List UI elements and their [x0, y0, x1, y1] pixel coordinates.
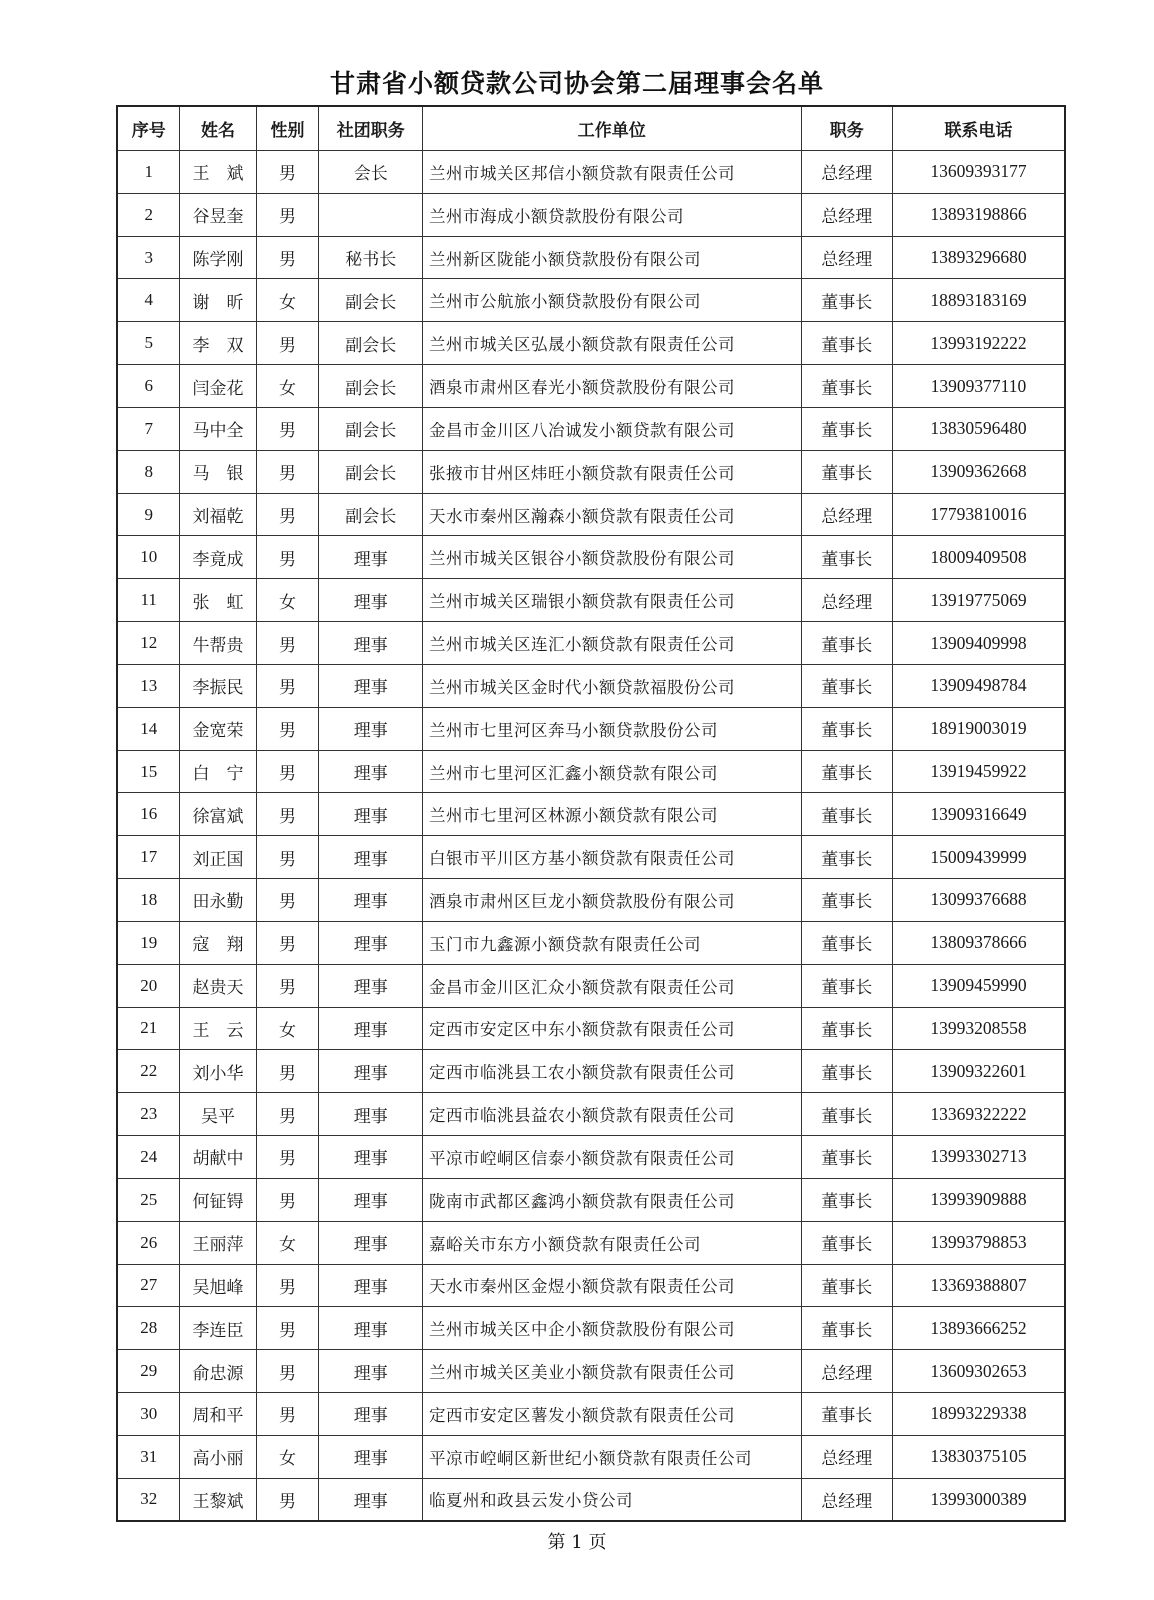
- table-row: [117, 579, 1065, 622]
- cell-name: 马中全: [180, 407, 256, 450]
- cell-gender: 男: [256, 1264, 319, 1307]
- cell-gender: 女: [256, 279, 319, 322]
- cell-position: 董事长: [801, 622, 892, 665]
- cell-society-role: 副会长: [319, 322, 423, 365]
- page-title: 甘肃省小额贷款公司协会第二届理事会名单: [329, 69, 824, 98]
- cell-society-role: 副会长: [319, 365, 423, 408]
- cell-gender: 男: [256, 664, 319, 707]
- cell-position: 董事长: [801, 450, 892, 493]
- cell-no: 29: [117, 1350, 180, 1393]
- cell-work-unit: 金昌市金川区八冶诚发小额贷款有限公司: [422, 407, 801, 450]
- cell-name: 赵贵天: [180, 964, 256, 1007]
- cell-society-role: 理事: [319, 622, 423, 665]
- table-row: [117, 836, 1065, 879]
- cell-gender: 女: [256, 1435, 319, 1478]
- cell-position: 董事长: [801, 750, 892, 793]
- cell-phone: 13369388807: [892, 1264, 1065, 1307]
- cell-no: 27: [117, 1264, 180, 1307]
- cell-phone: 13830596480: [892, 407, 1065, 450]
- cell-society-role: 理事: [319, 750, 423, 793]
- cell-phone: 13919459922: [892, 750, 1065, 793]
- cell-position: 总经理: [801, 1350, 892, 1393]
- cell-phone: 13609302653: [892, 1350, 1065, 1393]
- cell-phone: 13993192222: [892, 322, 1065, 365]
- cell-position: 董事长: [801, 322, 892, 365]
- cell-work-unit: 平凉市崆峒区新世纪小额贷款有限责任公司: [422, 1435, 801, 1478]
- cell-no: 19: [117, 921, 180, 964]
- cell-phone: 13830375105: [892, 1435, 1065, 1478]
- cell-no: 12: [117, 622, 180, 665]
- cell-work-unit: 酒泉市肃州区巨龙小额贷款股份有限公司: [422, 879, 801, 922]
- cell-position: 董事长: [801, 793, 892, 836]
- cell-no: 15: [117, 750, 180, 793]
- cell-work-unit: 天水市秦州区金煜小额贷款有限责任公司: [422, 1264, 801, 1307]
- cell-work-unit: 玉门市九鑫源小额贷款有限责任公司: [422, 921, 801, 964]
- cell-no: 17: [117, 836, 180, 879]
- cell-society-role: 理事: [319, 1350, 423, 1393]
- cell-name: 高小丽: [180, 1435, 256, 1478]
- cell-position: 董事长: [801, 536, 892, 579]
- cell-gender: 男: [256, 407, 319, 450]
- cell-gender: 女: [256, 579, 319, 622]
- cell-no: 14: [117, 707, 180, 750]
- cell-gender: 男: [256, 151, 319, 194]
- cell-society-role: 理事: [319, 1393, 423, 1436]
- cell-position: 董事长: [801, 1307, 892, 1350]
- cell-gender: 男: [256, 1050, 319, 1093]
- cell-phone: 13909498784: [892, 664, 1065, 707]
- cell-no: 3: [117, 236, 180, 279]
- cell-society-role: 理事: [319, 879, 423, 922]
- cell-society-role: 副会长: [319, 450, 423, 493]
- cell-phone: 13909377110: [892, 365, 1065, 408]
- cell-gender: 男: [256, 536, 319, 579]
- cell-society-role: 副会长: [319, 279, 423, 322]
- cell-phone: 13909316649: [892, 793, 1065, 836]
- table-body: [117, 151, 1065, 1522]
- cell-position: 总经理: [801, 193, 892, 236]
- table-row: [117, 707, 1065, 750]
- cell-society-role: 理事: [319, 1093, 423, 1136]
- cell-position: 总经理: [801, 1478, 892, 1521]
- cell-position: 总经理: [801, 1435, 892, 1478]
- cell-work-unit: 兰州市七里河区林源小额贷款有限公司: [422, 793, 801, 836]
- cell-work-unit: 陇南市武都区鑫鸿小额贷款有限责任公司: [422, 1178, 801, 1221]
- cell-name: 王丽萍: [180, 1221, 256, 1264]
- cell-position: 总经理: [801, 493, 892, 536]
- cell-society-role: 理事: [319, 579, 423, 622]
- cell-gender: 男: [256, 236, 319, 279]
- table-row: [117, 750, 1065, 793]
- cell-no: 11: [117, 579, 180, 622]
- cell-gender: 女: [256, 365, 319, 408]
- cell-name: 牛帮贵: [180, 622, 256, 665]
- cell-no: 30: [117, 1393, 180, 1436]
- cell-position: 总经理: [801, 236, 892, 279]
- cell-gender: 男: [256, 1350, 319, 1393]
- cell-gender: 男: [256, 964, 319, 1007]
- cell-society-role: 理事: [319, 836, 423, 879]
- cell-phone: 13609393177: [892, 151, 1065, 194]
- cell-name: 白 宁: [180, 750, 256, 793]
- cell-name: 闫金花: [180, 365, 256, 408]
- cell-position: 董事长: [801, 365, 892, 408]
- cell-no: 6: [117, 365, 180, 408]
- cell-gender: 男: [256, 793, 319, 836]
- cell-no: 8: [117, 450, 180, 493]
- cell-name: 李振民: [180, 664, 256, 707]
- cell-no: 5: [117, 322, 180, 365]
- cell-name: 俞忠源: [180, 1350, 256, 1393]
- cell-phone: 13369322222: [892, 1093, 1065, 1136]
- table-row: [117, 879, 1065, 922]
- cell-phone: 15009439999: [892, 836, 1065, 879]
- cell-gender: 男: [256, 750, 319, 793]
- cell-gender: 男: [256, 1178, 319, 1221]
- cell-work-unit: 兰州市城关区邦信小额贷款有限责任公司: [422, 151, 801, 194]
- table-row: [117, 322, 1065, 365]
- cell-gender: 男: [256, 193, 319, 236]
- cell-phone: 13099376688: [892, 879, 1065, 922]
- cell-phone: 13993798853: [892, 1221, 1065, 1264]
- table-row: [117, 493, 1065, 536]
- table-row: [117, 1435, 1065, 1478]
- cell-phone: 13909459990: [892, 964, 1065, 1007]
- cell-position: 董事长: [801, 1264, 892, 1307]
- table-row: [117, 236, 1065, 279]
- table-row: [117, 1136, 1065, 1179]
- cell-name: 周和平: [180, 1393, 256, 1436]
- cell-society-role: 理事: [319, 1050, 423, 1093]
- cell-no: 4: [117, 279, 180, 322]
- cell-name: 谷昱奎: [180, 193, 256, 236]
- cell-gender: 男: [256, 1093, 319, 1136]
- cell-gender: 女: [256, 1007, 319, 1050]
- cell-no: 26: [117, 1221, 180, 1264]
- cell-society-role: 会长: [319, 151, 423, 194]
- cell-no: 32: [117, 1478, 180, 1521]
- cell-name: 马 银: [180, 450, 256, 493]
- cell-no: 13: [117, 664, 180, 707]
- cell-phone: 18893183169: [892, 279, 1065, 322]
- table-row: [117, 964, 1065, 1007]
- cell-gender: 男: [256, 836, 319, 879]
- cell-phone: 13909362668: [892, 450, 1065, 493]
- cell-work-unit: 临夏州和政县云发小贷公司: [422, 1478, 801, 1521]
- cell-society-role: 理事: [319, 1136, 423, 1179]
- table-row: [117, 1178, 1065, 1221]
- table-row: [117, 664, 1065, 707]
- cell-name: 张 虹: [180, 579, 256, 622]
- table-row: [117, 1264, 1065, 1307]
- column-header-gender: 性别: [256, 106, 319, 151]
- cell-work-unit: 兰州市七里河区汇鑫小额贷款有限公司: [422, 750, 801, 793]
- cell-phone: 13909322601: [892, 1050, 1065, 1093]
- table-row: [117, 622, 1065, 665]
- cell-work-unit: 平凉市崆峒区信泰小额贷款有限责任公司: [422, 1136, 801, 1179]
- cell-phone: 13893198866: [892, 193, 1065, 236]
- table-row: [117, 793, 1065, 836]
- cell-name: 寇 翔: [180, 921, 256, 964]
- cell-no: 18: [117, 879, 180, 922]
- cell-phone: 13993909888: [892, 1178, 1065, 1221]
- cell-no: 9: [117, 493, 180, 536]
- cell-work-unit: 兰州市城关区连汇小额贷款有限责任公司: [422, 622, 801, 665]
- cell-gender: 男: [256, 1478, 319, 1521]
- page-number: 第 1 页: [547, 1532, 607, 1553]
- cell-name: 田永勤: [180, 879, 256, 922]
- cell-no: 16: [117, 793, 180, 836]
- cell-position: 董事长: [801, 879, 892, 922]
- cell-no: 1: [117, 151, 180, 194]
- cell-gender: 男: [256, 921, 319, 964]
- cell-gender: 女: [256, 1221, 319, 1264]
- cell-society-role: 理事: [319, 793, 423, 836]
- cell-gender: 男: [256, 450, 319, 493]
- cell-name: 吴平: [180, 1093, 256, 1136]
- cell-no: 28: [117, 1307, 180, 1350]
- cell-name: 李竟成: [180, 536, 256, 579]
- table-row: [117, 365, 1065, 408]
- table-row: [117, 1307, 1065, 1350]
- cell-position: 董事长: [801, 1050, 892, 1093]
- cell-no: 31: [117, 1435, 180, 1478]
- cell-work-unit: 兰州新区陇能小额贷款股份有限公司: [422, 236, 801, 279]
- cell-phone: 13993302713: [892, 1136, 1065, 1179]
- column-header-society-role: 社团职务: [319, 106, 423, 151]
- cell-phone: 13893296680: [892, 236, 1065, 279]
- cell-gender: 男: [256, 1307, 319, 1350]
- cell-society-role: 理事: [319, 1178, 423, 1221]
- cell-position: 董事长: [801, 1136, 892, 1179]
- cell-position: 董事长: [801, 1007, 892, 1050]
- cell-phone: 13993000389: [892, 1478, 1065, 1521]
- column-header-phone: 联系电话: [892, 106, 1065, 151]
- table-row: [117, 1350, 1065, 1393]
- cell-phone: 18993229338: [892, 1393, 1065, 1436]
- cell-name: 金宽荣: [180, 707, 256, 750]
- cell-society-role: 理事: [319, 1007, 423, 1050]
- cell-gender: 男: [256, 707, 319, 750]
- table-row: [117, 1221, 1065, 1264]
- cell-position: 董事长: [801, 1093, 892, 1136]
- cell-gender: 男: [256, 622, 319, 665]
- cell-name: 吴旭峰: [180, 1264, 256, 1307]
- cell-work-unit: 兰州市七里河区奔马小额贷款股份公司: [422, 707, 801, 750]
- cell-society-role: 理事: [319, 1307, 423, 1350]
- cell-no: 22: [117, 1050, 180, 1093]
- cell-phone: 13809378666: [892, 921, 1065, 964]
- cell-society-role: 理事: [319, 964, 423, 1007]
- cell-work-unit: 定西市临洮县益农小额贷款有限责任公司: [422, 1093, 801, 1136]
- cell-no: 2: [117, 193, 180, 236]
- cell-name: 谢 昕: [180, 279, 256, 322]
- cell-position: 董事长: [801, 1221, 892, 1264]
- cell-phone: 13993208558: [892, 1007, 1065, 1050]
- cell-position: 董事长: [801, 1393, 892, 1436]
- cell-name: 李 双: [180, 322, 256, 365]
- cell-no: 20: [117, 964, 180, 1007]
- cell-work-unit: 定西市临洮县工农小额贷款有限责任公司: [422, 1050, 801, 1093]
- table-row: [117, 1478, 1065, 1521]
- cell-society-role: 理事: [319, 664, 423, 707]
- cell-name: 王 斌: [180, 151, 256, 194]
- table-row: [117, 921, 1065, 964]
- cell-work-unit: 酒泉市肃州区春光小额贷款股份有限公司: [422, 365, 801, 408]
- member-table: [116, 105, 1066, 1522]
- cell-work-unit: 嘉峪关市东方小额贷款有限责任公司: [422, 1221, 801, 1264]
- cell-no: 24: [117, 1136, 180, 1179]
- table-row: [117, 279, 1065, 322]
- table-row: [117, 193, 1065, 236]
- cell-gender: 男: [256, 493, 319, 536]
- cell-name: 何钲锝: [180, 1178, 256, 1221]
- table-row: [117, 450, 1065, 493]
- cell-society-role: 理事: [319, 921, 423, 964]
- cell-position: 董事长: [801, 279, 892, 322]
- cell-work-unit: 兰州市城关区美业小额贷款有限责任公司: [422, 1350, 801, 1393]
- cell-no: 25: [117, 1178, 180, 1221]
- cell-no: 23: [117, 1093, 180, 1136]
- cell-society-role: 理事: [319, 1478, 423, 1521]
- cell-no: 21: [117, 1007, 180, 1050]
- cell-society-role: 理事: [319, 1264, 423, 1307]
- cell-position: 董事长: [801, 921, 892, 964]
- cell-work-unit: 张掖市甘州区炜旺小额贷款有限责任公司: [422, 450, 801, 493]
- cell-society-role: 理事: [319, 1435, 423, 1478]
- cell-phone: 13919775069: [892, 579, 1065, 622]
- cell-name: 王 云: [180, 1007, 256, 1050]
- cell-name: 陈学刚: [180, 236, 256, 279]
- cell-work-unit: 定西市安定区薯发小额贷款有限责任公司: [422, 1393, 801, 1436]
- table-row: [117, 1007, 1065, 1050]
- cell-no: 10: [117, 536, 180, 579]
- cell-name: 刘小华: [180, 1050, 256, 1093]
- cell-gender: 男: [256, 322, 319, 365]
- cell-phone: 18009409508: [892, 536, 1065, 579]
- cell-gender: 男: [256, 1393, 319, 1436]
- cell-position: 董事长: [801, 707, 892, 750]
- cell-society-role: 副会长: [319, 493, 423, 536]
- cell-name: 胡献中: [180, 1136, 256, 1179]
- table-row: [117, 536, 1065, 579]
- cell-position: 董事长: [801, 664, 892, 707]
- cell-work-unit: 兰州市城关区瑞银小额贷款有限责任公司: [422, 579, 801, 622]
- cell-gender: 男: [256, 1136, 319, 1179]
- table-row: [117, 1050, 1065, 1093]
- cell-society-role: 理事: [319, 707, 423, 750]
- cell-society-role: 副会长: [319, 407, 423, 450]
- cell-work-unit: 兰州市城关区弘晟小额贷款有限责任公司: [422, 322, 801, 365]
- cell-position: 董事长: [801, 407, 892, 450]
- column-header-no: 序号: [117, 106, 180, 151]
- cell-position: 总经理: [801, 151, 892, 194]
- cell-work-unit: 兰州市城关区金时代小额贷款福股份公司: [422, 664, 801, 707]
- column-header-position: 职务: [801, 106, 892, 151]
- cell-phone: 18919003019: [892, 707, 1065, 750]
- cell-work-unit: 定西市安定区中东小额贷款有限责任公司: [422, 1007, 801, 1050]
- cell-gender: 男: [256, 879, 319, 922]
- cell-society-role: [319, 193, 423, 236]
- cell-work-unit: 天水市秦州区瀚森小额贷款有限责任公司: [422, 493, 801, 536]
- cell-work-unit: 兰州市城关区中企小额贷款股份有限公司: [422, 1307, 801, 1350]
- table-row: [117, 407, 1065, 450]
- cell-phone: 17793810016: [892, 493, 1065, 536]
- cell-work-unit: 白银市平川区方基小额贷款有限责任公司: [422, 836, 801, 879]
- table-row: [117, 151, 1065, 194]
- cell-work-unit: 兰州市海成小额贷款股份有限公司: [422, 193, 801, 236]
- cell-phone: 13893666252: [892, 1307, 1065, 1350]
- column-header-work-unit: 工作单位: [422, 106, 801, 151]
- cell-society-role: 理事: [319, 1221, 423, 1264]
- table-row: [117, 1093, 1065, 1136]
- cell-position: 董事长: [801, 964, 892, 1007]
- cell-name: 刘正国: [180, 836, 256, 879]
- cell-name: 刘福乾: [180, 493, 256, 536]
- cell-work-unit: 兰州市公航旅小额贷款股份有限公司: [422, 279, 801, 322]
- cell-position: 董事长: [801, 1178, 892, 1221]
- cell-phone: 13909409998: [892, 622, 1065, 665]
- column-header-name: 姓名: [180, 106, 256, 151]
- table-row: [117, 1393, 1065, 1436]
- cell-name: 徐富斌: [180, 793, 256, 836]
- cell-position: 总经理: [801, 579, 892, 622]
- cell-name: 李连臣: [180, 1307, 256, 1350]
- cell-work-unit: 兰州市城关区银谷小额贷款股份有限公司: [422, 536, 801, 579]
- cell-name: 王黎斌: [180, 1478, 256, 1521]
- cell-no: 7: [117, 407, 180, 450]
- cell-society-role: 理事: [319, 536, 423, 579]
- table-header-row: [117, 106, 1065, 151]
- cell-work-unit: 金昌市金川区汇众小额贷款有限责任公司: [422, 964, 801, 1007]
- cell-position: 董事长: [801, 836, 892, 879]
- cell-society-role: 秘书长: [319, 236, 423, 279]
